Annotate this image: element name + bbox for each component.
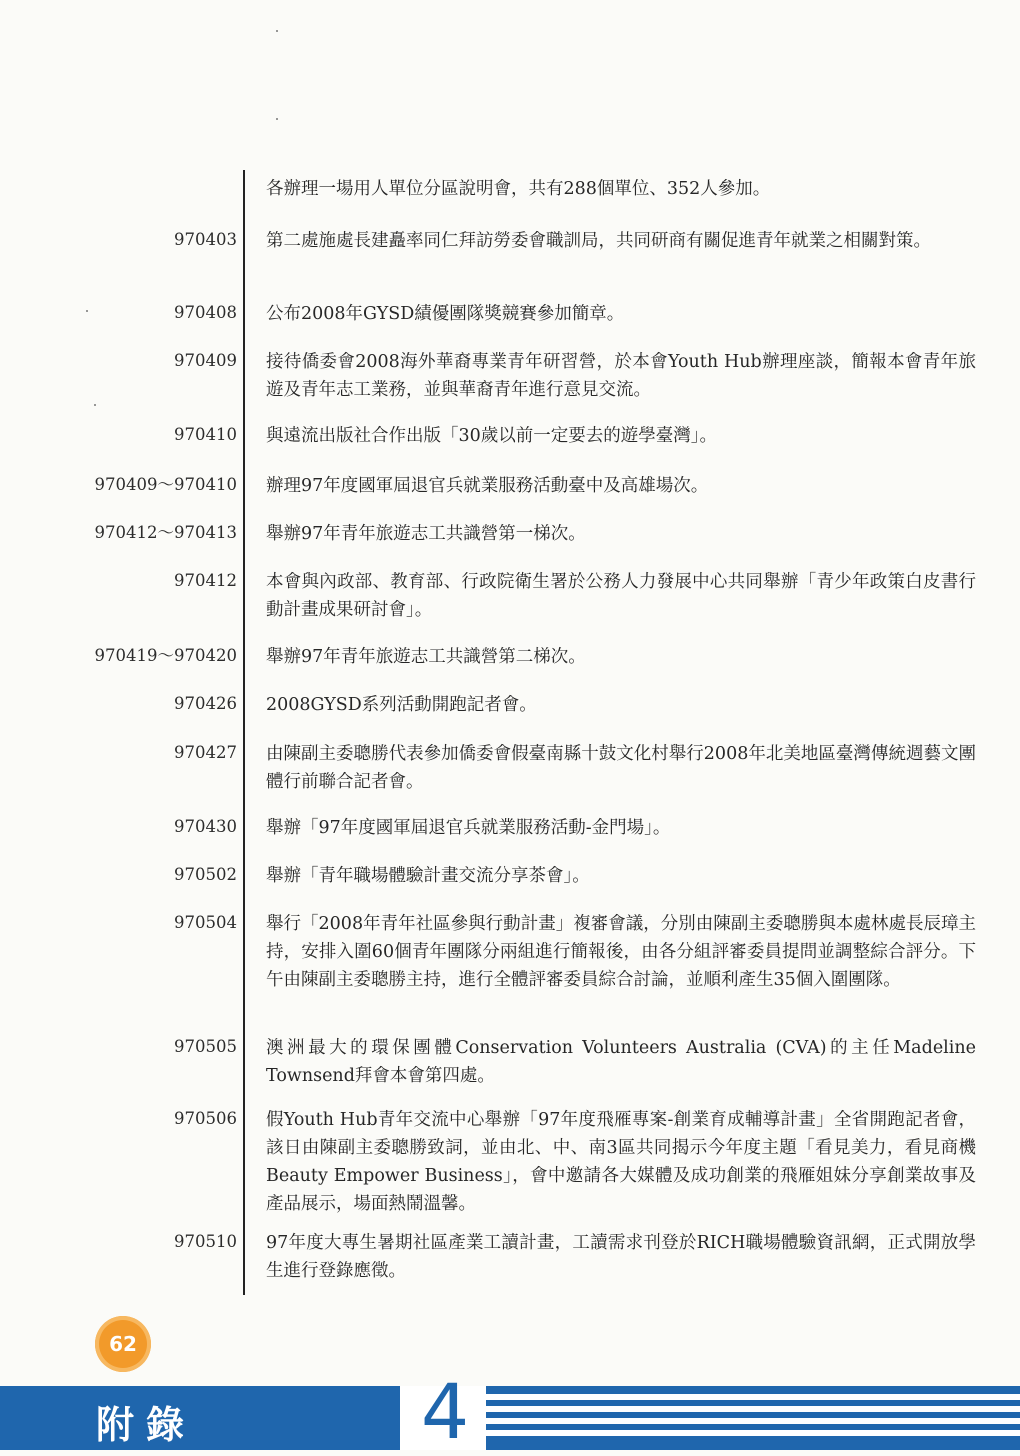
entry-date: 970505 bbox=[174, 1037, 237, 1056]
stripe bbox=[486, 1430, 1020, 1436]
scan-speck bbox=[276, 30, 278, 32]
footer-stripes bbox=[486, 1386, 1020, 1450]
timeline-divider bbox=[243, 170, 245, 1295]
entry-text: 由陳副主委聰勝代表參加僑委會假臺南縣十鼓文化村舉行2008年北美地區臺灣傳統週藝文團體行前聯合記者會。 bbox=[266, 744, 976, 792]
entry-text: 與遠流出版社合作出版「30歲以前一定要去的遊學臺灣」。 bbox=[266, 426, 718, 446]
entry-text: 舉行「2008年青年社區參與行動計畫」複審會議，分別由陳副主委聰勝與本處林處長辰璋主持，安排入圍60個青年團隊分兩組進行簡報後，由各分組評審委員提問並調整綜合評分。下午由陳副主委聰勝主持，進行全體評審委員綜合討論，並順利產生35個入圍團隊。 bbox=[266, 914, 976, 990]
entry-text: 舉辦「97年度國軍屆退官兵就業服務活動-金門場」。 bbox=[266, 818, 671, 838]
page-number-badge: 62 bbox=[95, 1316, 151, 1372]
stripe bbox=[486, 1418, 1020, 1424]
entry-text: 公布2008年GYSD績優團隊獎競賽參加簡章。 bbox=[266, 304, 625, 324]
entry-text: 接待僑委會2008海外華裔專業青年研習營，於本會Youth Hub辦理座談，簡報本會青年旅遊及青年志工業務，並與華裔青年進行意見交流。 bbox=[266, 352, 976, 400]
entry-date: 970403 bbox=[174, 230, 237, 249]
entry-text: 2008GYSD系列活動開跑記者會。 bbox=[266, 695, 537, 715]
entry-date: 970408 bbox=[174, 303, 237, 322]
entry-date: 970426 bbox=[174, 694, 237, 713]
scan-speck bbox=[276, 118, 278, 120]
entry-text: 辦理97年度國軍屆退官兵就業服務活動臺中及高雄場次。 bbox=[266, 476, 709, 496]
entry-text: 本會與內政部、教育部、行政院衛生署於公務人力發展中心共同舉辦「青少年政策白皮書行動計畫成果研討會」。 bbox=[266, 572, 976, 620]
entry-date: 970430 bbox=[174, 817, 237, 836]
entry-text: 97年度大專生暑期社區產業工讀計畫，工讀需求刊登於RICH職場體驗資訊網，正式開放學生進行登錄應徵。 bbox=[266, 1233, 976, 1281]
entry-text: 各辦理一場用人單位分區說明會，共有288個單位、352人參加。 bbox=[266, 179, 771, 199]
entry-date: 970410 bbox=[174, 425, 237, 444]
entry-text: 舉辦97年青年旅遊志工共識營第二梯次。 bbox=[266, 647, 586, 667]
section-label: 附錄 bbox=[96, 1402, 197, 1447]
entry-text: 舉辦97年青年旅遊志工共識營第一梯次。 bbox=[266, 524, 586, 544]
entry-text: 舉辦「青年職場體驗計畫交流分享茶會」。 bbox=[266, 866, 590, 886]
entry-date: 970504 bbox=[174, 913, 237, 932]
entry-date: 970502 bbox=[174, 865, 237, 884]
scan-speck bbox=[86, 310, 88, 312]
entry-date: 970409～970410 bbox=[94, 475, 237, 494]
entry-date: 970506 bbox=[174, 1109, 237, 1128]
entry-date: 970409 bbox=[174, 351, 237, 370]
entry-date: 970510 bbox=[174, 1232, 237, 1251]
entry-text: 假Youth Hub青年交流中心舉辦「97年度飛雁專案-創業育成輔導計畫」全省開跑記者會，該日由陳副主委聰勝致詞，並由北、中、南3區共同揭示今年度主題「看見美力，看見商機Beauty Empower Business」，會中邀請各大媒體及成功創業的飛雁姐妹分享創業故事及產品展示，場面熱鬧溫馨。 bbox=[266, 1110, 976, 1214]
entry-text: 第二處施處長建矗率同仁拜訪勞委會職訓局，共同研商有關促進青年就業之相關對策。 bbox=[266, 231, 931, 251]
entry-text: 澳洲最大的環保團體Conservation Volunteers Australia (CVA)的主任Madeline Townsend拜會本會第四處。 bbox=[266, 1038, 976, 1086]
stripe bbox=[486, 1406, 1020, 1412]
entry-date: 970412～970413 bbox=[94, 523, 237, 542]
entry-date: 970427 bbox=[174, 743, 237, 762]
stripe bbox=[486, 1394, 1020, 1400]
chapter-number: 4 bbox=[420, 1367, 470, 1456]
scan-speck bbox=[94, 404, 96, 406]
entry-date: 970419～970420 bbox=[94, 646, 237, 665]
entry-date: 970412 bbox=[174, 571, 237, 590]
